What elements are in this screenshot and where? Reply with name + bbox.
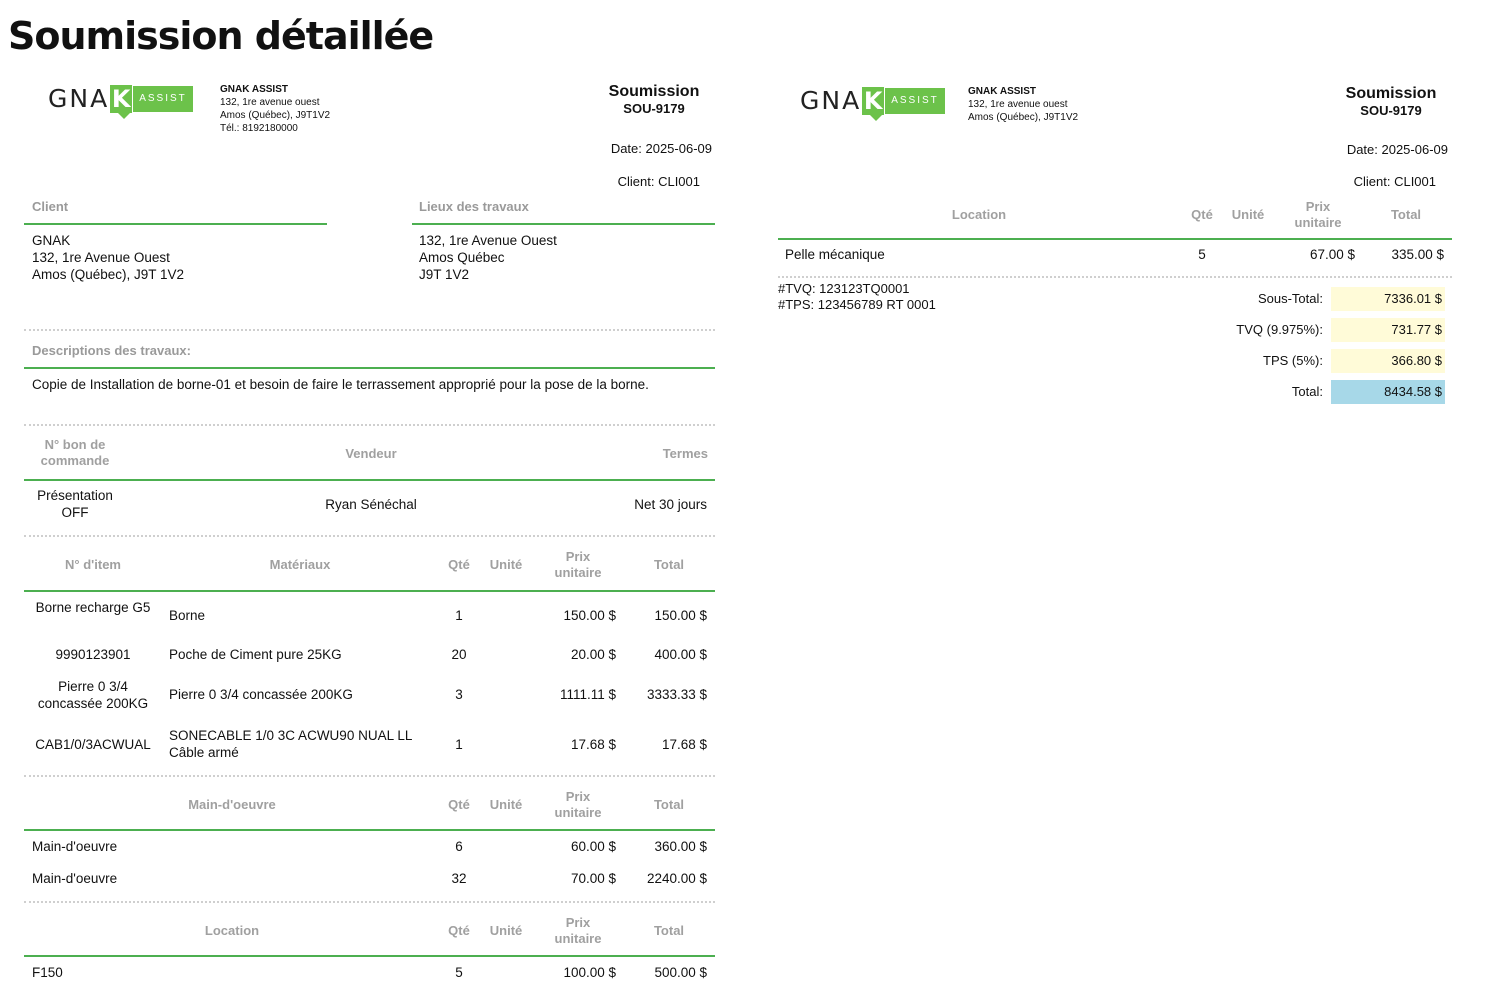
description-header: Descriptions des travaux: (32, 343, 191, 358)
company-address-1: 132, 1re avenue ouest (220, 97, 320, 108)
labour-unit-price: 60.00 $ (570, 839, 616, 854)
description-text: Copie de Installation de borne-01 et besoin de faire le terrassement approprié pour la pose de la borne. (32, 377, 649, 392)
qty-header: Qté (448, 923, 470, 938)
item-total: 150.00 $ (654, 608, 707, 623)
company-address-2: Amos (Québec), J9T1V2 (220, 110, 331, 121)
table-row (24, 598, 715, 634)
company-logo (800, 86, 945, 115)
item-unit-price: 1111.11 $ (559, 687, 616, 702)
po-number-header: N° bon de commande (40, 437, 110, 468)
po-number-value: Présentation OFF (37, 488, 113, 520)
item-number: Borne recharge G5 (35, 600, 151, 615)
work-location-header: Lieux des travaux (419, 199, 529, 214)
item-qty: 1 (455, 608, 463, 623)
total-header: Total (653, 797, 685, 812)
rental-total: 335.00 $ (1391, 247, 1444, 262)
order-divider (24, 479, 715, 481)
labour-description: Main-d'oeuvre (32, 871, 118, 886)
grand-total-value: 8434.58 $ (1331, 380, 1445, 404)
work-location-address (419, 232, 557, 283)
item-unit-price: 20.00 $ (570, 647, 616, 662)
materials-divider (24, 590, 715, 592)
item-description: SONECABLE 1/0 3C ACWU90 NUAL LL Câble armé (169, 728, 412, 760)
client-street: 132, 1re Avenue Ouest (32, 250, 170, 265)
item-number: CAB1/0/3ACWUAL (35, 737, 151, 752)
unit-price-header: Prix unitaire (554, 915, 602, 946)
rental-total: 500.00 $ (654, 965, 707, 980)
company-name: GNAK ASSIST (220, 84, 288, 95)
item-description: Pierre 0 3/4 concassée 200KG (169, 687, 353, 702)
terms-header: Termes (662, 446, 708, 461)
tps-label: TPS (5%): (1263, 353, 1323, 368)
company-address-2: Amos (Québec), J9T1V2 (968, 112, 1079, 123)
client-divider (24, 223, 327, 225)
item-total: 400.00 $ (654, 647, 707, 662)
terms-value: Net 30 jours (634, 497, 707, 512)
tps-number: #TPS: 123456789 RT 0001 (778, 297, 936, 312)
doc-title-block (584, 83, 724, 116)
logo-k-mark: K (863, 86, 883, 115)
unit-price-header: Prix unitaire (1294, 199, 1342, 230)
item-qty: 1 (455, 737, 463, 752)
unit-header: Unité (489, 557, 523, 572)
work-location-street: 132, 1re Avenue Ouest (419, 233, 557, 248)
tvq-label: TVQ (9.975%): (1236, 322, 1323, 337)
company-address-1: 132, 1re avenue ouest (968, 99, 1068, 110)
table-row (24, 870, 715, 890)
divider (24, 901, 715, 903)
logo-text: GNA (800, 86, 862, 115)
labour-description: Main-d'oeuvre (32, 839, 118, 854)
work-location-postal: J9T 1V2 (419, 267, 470, 282)
doc-title-block (1321, 85, 1461, 118)
labour-divider (24, 829, 715, 831)
rental-divider (24, 955, 715, 957)
logo-text: GNA (48, 84, 110, 113)
total-header: Total (653, 923, 685, 938)
tvq-value: 731.77 $ (1331, 318, 1445, 342)
rental-description: F150 (32, 965, 63, 980)
item-unit-price: 150.00 $ (563, 608, 616, 623)
unit-price-header: Prix unitaire (554, 789, 602, 820)
rental-unit-price: 100.00 $ (563, 965, 616, 980)
labour-header: Main-d'oeuvre (188, 797, 276, 812)
labour-total: 360.00 $ (654, 839, 707, 854)
item-total: 3333.33 $ (646, 687, 707, 702)
tps-value: 366.80 $ (1331, 349, 1445, 373)
tvq-number: #TVQ: 123123TQ0001 (778, 281, 910, 296)
labour-unit-price: 70.00 $ (570, 871, 616, 886)
rental-qty: 5 (1198, 247, 1206, 262)
doc-client-id: Client: CLI001 (1353, 174, 1436, 189)
unit-header: Unité (489, 797, 523, 812)
rental-header: Location (951, 207, 1007, 222)
company-phone: Tél.: 8192180000 (220, 123, 298, 134)
total-header: Total (1390, 207, 1422, 222)
divider (24, 329, 715, 331)
total-header: Total (653, 557, 685, 572)
item-number-header: N° d'item (65, 557, 121, 572)
work-location-city: Amos Québec (419, 250, 505, 265)
rental-description: Pelle mécanique (785, 247, 885, 262)
item-number: Pierre 0 3/4 concassée 200KG (37, 679, 149, 711)
table-row (778, 246, 1452, 266)
item-unit-price: 17.68 $ (570, 737, 616, 752)
labour-total: 2240.00 $ (646, 871, 707, 886)
unit-header: Unité (1231, 207, 1265, 222)
item-description: Poche de Ciment pure 25KG (169, 647, 342, 662)
page-title: Soumission détaillée (8, 14, 434, 58)
doc-date: Date: 2025-06-09 (1346, 142, 1448, 157)
unit-price-header: Prix unitaire (554, 549, 602, 580)
logo-k-mark: K (111, 84, 131, 113)
table-row (24, 727, 715, 763)
doc-title: Soumission (1345, 85, 1437, 102)
company-info (968, 85, 1078, 124)
item-description: Borne (169, 608, 206, 623)
divider (24, 775, 715, 777)
company-info (220, 83, 330, 135)
subtotal-value: 7336.01 $ (1331, 287, 1445, 311)
item-total: 17.68 $ (661, 737, 707, 752)
total-label: Total: (1291, 384, 1323, 399)
rental-divider (778, 238, 1452, 240)
qty-header: Qté (1191, 207, 1213, 222)
divider (24, 535, 715, 537)
doc-date: Date: 2025-06-09 (610, 141, 712, 156)
vendor-header: Vendeur (345, 446, 397, 461)
table-row (24, 964, 715, 984)
table-row (24, 678, 715, 714)
qty-header: Qté (448, 797, 470, 812)
divider (24, 424, 715, 426)
client-name: GNAK (32, 233, 71, 248)
item-qty: 20 (451, 647, 467, 662)
rental-header: Location (204, 923, 260, 938)
item-number: 9990123901 (55, 647, 131, 662)
rental-qty: 5 (455, 965, 463, 980)
labour-qty: 32 (451, 871, 467, 886)
rental-unit-price: 67.00 $ (1309, 247, 1355, 262)
subtotal-label: Sous-Total: (1257, 291, 1323, 306)
doc-client-id: Client: CLI001 (617, 174, 700, 189)
doc-number: SOU-9179 (1360, 103, 1422, 118)
divider (778, 276, 1452, 278)
company-name: GNAK ASSIST (968, 86, 1036, 97)
item-qty: 3 (455, 687, 463, 702)
unit-header: Unité (489, 923, 523, 938)
labour-qty: 6 (455, 839, 463, 854)
company-logo (48, 84, 193, 113)
tax-ids (778, 281, 936, 313)
vendor-value: Ryan Sénéchal (325, 497, 417, 512)
materials-header: Matériaux (269, 557, 331, 572)
description-divider (24, 367, 715, 369)
doc-title: Soumission (608, 83, 700, 100)
logo-assist-badge: ASSIST (885, 88, 945, 114)
logo-assist-badge: ASSIST (133, 86, 193, 112)
qty-header: Qté (448, 557, 470, 572)
work-location-divider (412, 223, 715, 225)
client-city: Amos (Québec), J9T 1V2 (32, 267, 185, 282)
table-row (24, 838, 715, 858)
doc-number: SOU-9179 (623, 101, 685, 116)
table-row (24, 646, 715, 666)
client-header: Client (32, 199, 69, 214)
client-address (32, 232, 184, 283)
